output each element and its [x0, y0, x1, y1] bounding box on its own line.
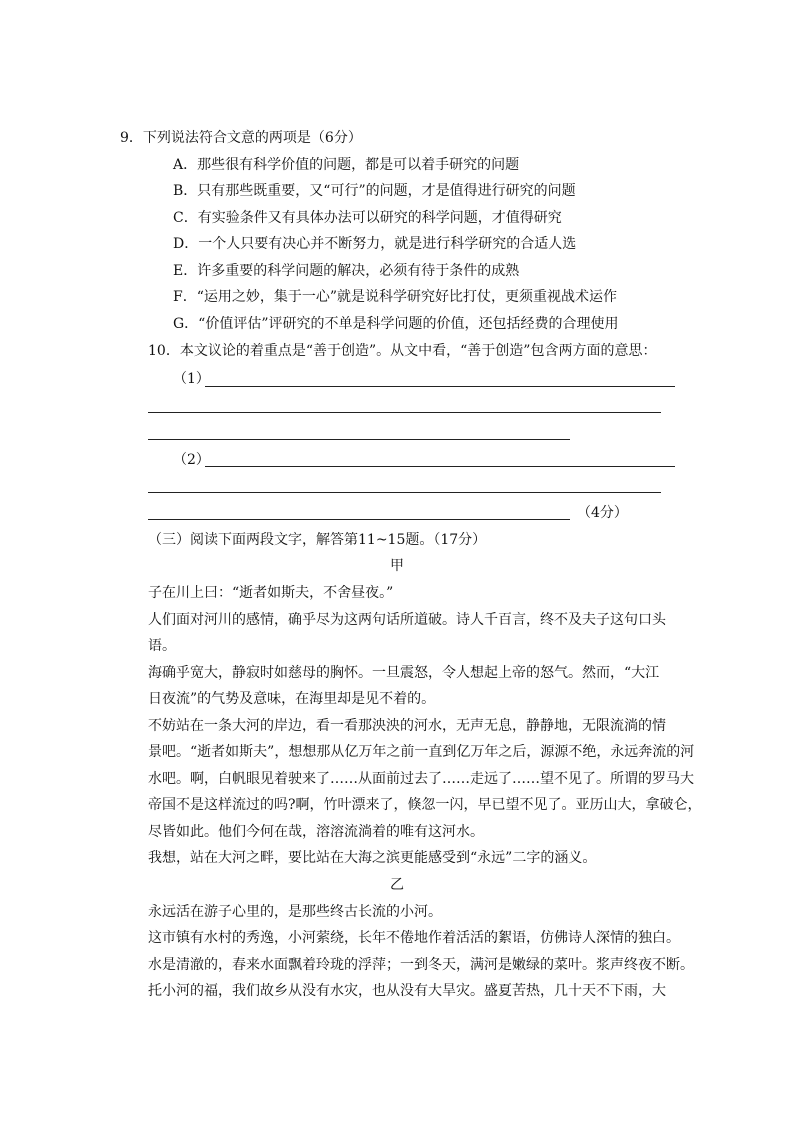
answer-2-line-3 [148, 519, 570, 520]
answer-1-line-1 [205, 386, 675, 387]
q9-option-f: F．“运用之妙，集于一心”就是说科学研究好比打仗，更须重视战术运作 [173, 289, 618, 305]
q9-option-e: E．许多重要的科学问题的解决，必须有待于条件的成熟 [173, 263, 520, 279]
section-3-intro: （三）阅读下面两段文字，解答第11~15题。（17分） [148, 532, 487, 548]
jia-paragraph-line: 不妨站在一条大河的岸边，看一看那泱泱的河水，无声无息，静静地，无限流淌的情 [148, 718, 666, 734]
jia-paragraph-line: 我想，站在大河之畔，要比站在大海之滨更能感受到“永远”二字的涵义。 [148, 850, 597, 866]
q9-option-d: D．一个人只要有决心并不断努力，就是进行科学研究的合适人选 [173, 236, 577, 252]
jia-paragraph-line: 日夜流”的气势及意味，在海里却是见不着的。 [148, 691, 436, 707]
answer-2-label: （2） [173, 452, 210, 468]
q9-option-g: G．“价值评估”评研究的不单是科学问题的价值，还包括经费的合理使用 [173, 316, 619, 332]
passage-yi-title: 乙 [390, 877, 404, 893]
jia-paragraph-line: 尽皆如此。他们今何在哉，溶溶流淌着的唯有这河水。 [148, 824, 484, 840]
jia-paragraph-line: 景吧。“逝者如斯夫”，想想那从亿万年之前一直到亿万年之后，源源不绝，永远奔流的河 [148, 744, 695, 760]
jia-paragraph-line: 帝国不是这样流过的吗?啊，竹叶漂来了，倏忽一闪，早已望不见了。亚历山大，拿破仑， [148, 797, 702, 813]
jia-paragraph-line: 语。 [148, 638, 176, 654]
yi-paragraph-line: 托小河的福，我们故乡从没有水灾，也从没有大旱灾。盛夏苦热，几十天不下雨，大 [148, 983, 666, 999]
q10-score: （4分） [577, 505, 628, 521]
yi-paragraph-line: 这市镇有水村的秀逸，小河萦绕，长年不倦地作着活活的絮语，仿佛诗人深情的独白。 [148, 930, 680, 946]
jia-paragraph-line: 海确乎宽大，静寂时如慈母的胸怀。一旦震怒，令人想起上帝的怒气。然而，“大江 [148, 665, 660, 681]
question-9-stem: 9．下列说法符合文意的两项是（6分） [120, 130, 362, 146]
answer-1-label: （1） [173, 371, 210, 387]
q9-option-a: A．那些很有科学价值的问题，都是可以着手研究的问题 [173, 157, 520, 173]
yi-paragraph-line: 水是清澈的，春来水面飘着玲珑的浮萍；一到冬天，满河是嫩绿的菜叶。浆声终夜不断。 [148, 957, 694, 973]
jia-paragraph-line: 人们面对河川的感情，确乎尽为这两句话所道破。诗人千百言，终不及夫子这句口头 [148, 612, 666, 628]
q9-option-c: C．有实验条件又有具体办法可以研究的科学问题，才值得研究 [173, 210, 562, 226]
answer-1-line-3 [148, 439, 570, 440]
answer-1-line-2 [148, 412, 661, 413]
question-10-stem: 10．本文议论的着重点是“善于创造”。从文中看，“善于创造”包含两方面的意思： [148, 343, 657, 359]
q9-option-b: B．只有那些既重要，又“可行”的问题，才是值得进行研究的问题 [173, 183, 576, 199]
yi-paragraph-line: 永远活在游子心里的，是那些终古长流的小河。 [148, 904, 442, 920]
jia-paragraph-line: 水吧。啊，白帆眼见着驶来了……从面前过去了……走远了……望不见了。所谓的罗马大 [148, 771, 694, 787]
jia-paragraph-line: 子在川上曰：“逝者如斯夫，不舍昼夜。” [148, 585, 394, 601]
answer-2-line-1 [205, 466, 675, 467]
passage-jia-title: 甲 [390, 558, 404, 574]
answer-2-line-2 [148, 492, 661, 493]
